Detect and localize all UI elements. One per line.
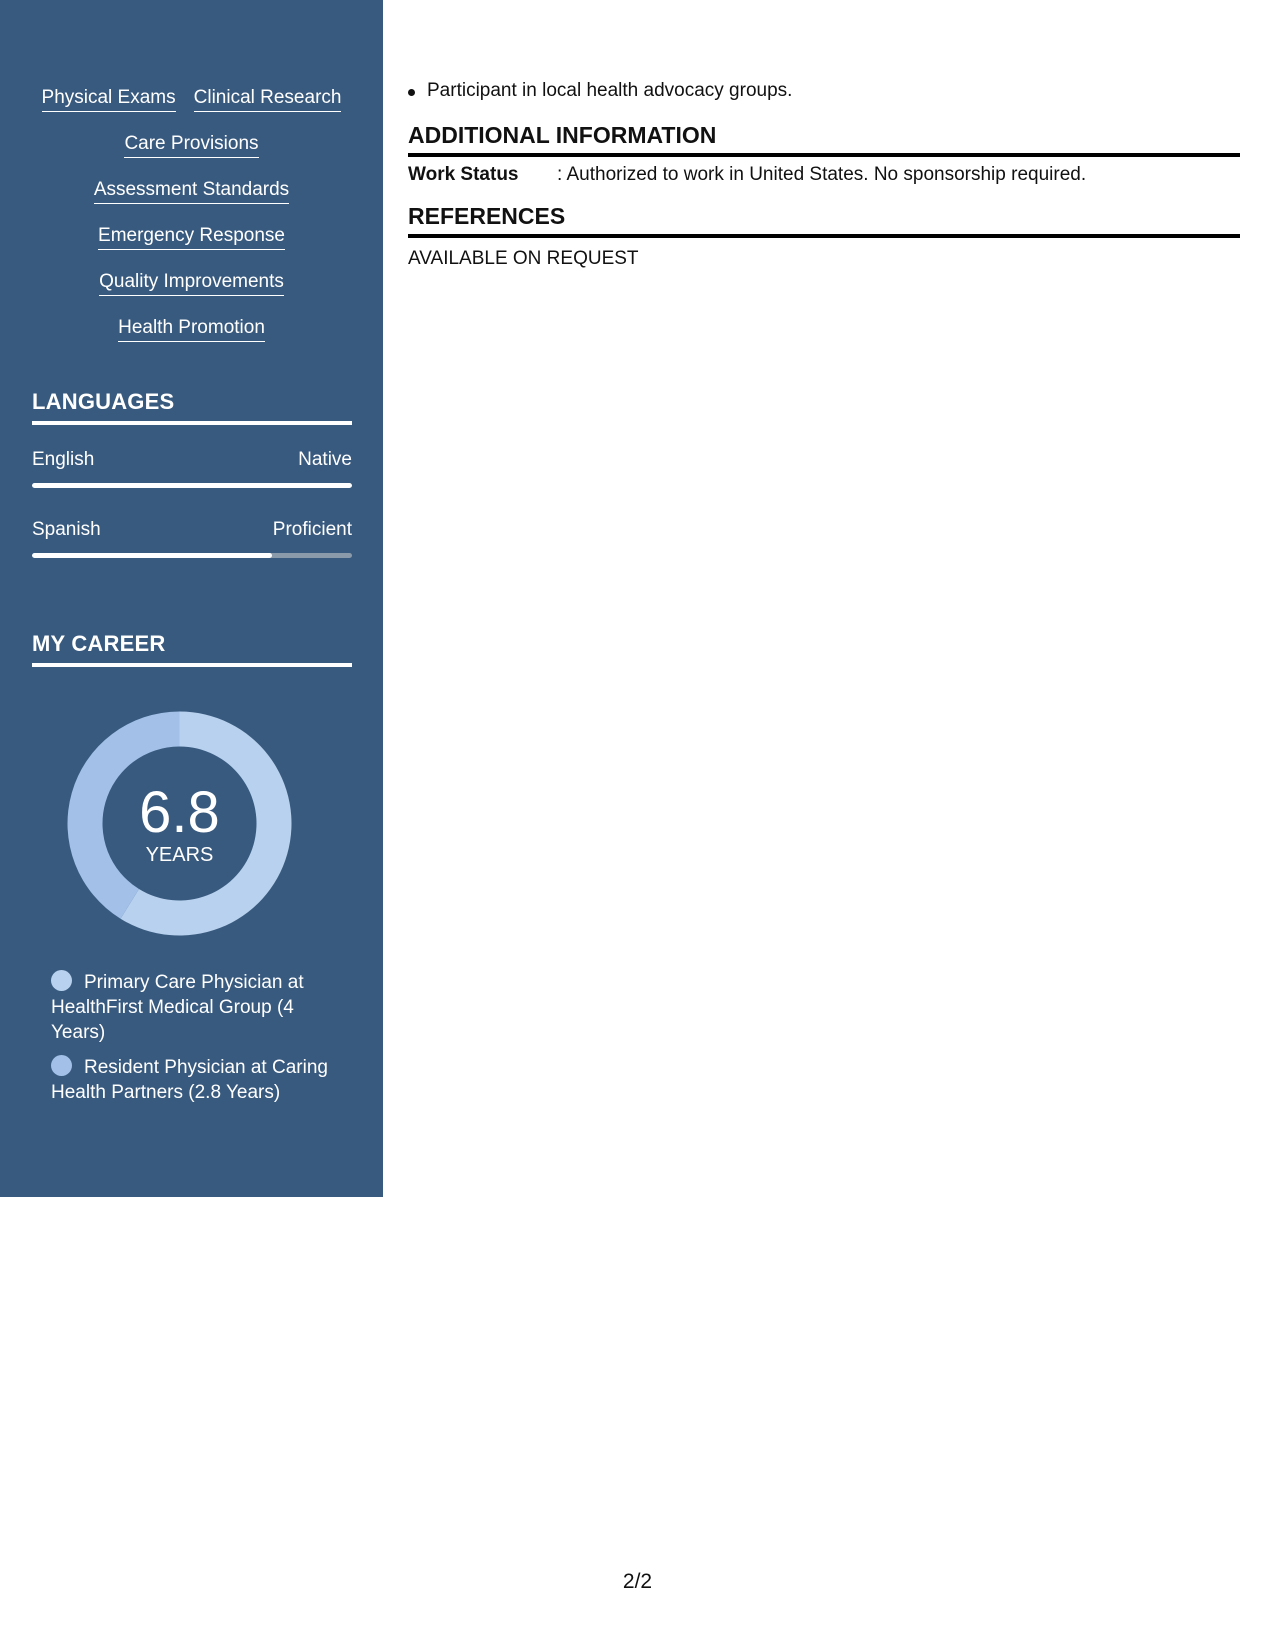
career-heading: MY CAREER: [32, 631, 352, 667]
language-english: [32, 448, 352, 488]
skills-list: [0, 86, 383, 362]
skill-tag[interactable]: Assessment Standards: [94, 178, 289, 204]
skill-tag[interactable]: Clinical Research: [194, 86, 342, 112]
language-proficiency-fill: [32, 553, 272, 558]
bullet-list: [408, 78, 792, 104]
references-text: AVAILABLE ON REQUEST: [408, 248, 639, 269]
career-total-value: 6.8: [139, 780, 220, 845]
career-legend-label: Primary Care Physician at HealthFirst Medical Group (4 Years): [51, 972, 304, 1043]
list-item: Participant in local health advocacy groups.: [408, 78, 792, 104]
skill-tag[interactable]: Quality Improvements: [99, 270, 284, 296]
language-proficiency-fill: [32, 483, 352, 488]
career-legend-item: [51, 970, 341, 1045]
skill-tag[interactable]: Care Provisions: [124, 132, 258, 158]
language-level: Native: [298, 449, 352, 470]
skill-tag[interactable]: Health Promotion: [118, 316, 265, 342]
legend-dot-icon: [51, 1055, 72, 1076]
language-proficiency-bar: [32, 553, 352, 558]
language-name: English: [32, 449, 95, 470]
career-donut-chart: [67, 711, 292, 936]
sidebar: [0, 0, 383, 1197]
skill-tag[interactable]: Physical Exams: [42, 86, 176, 112]
language-proficiency-bar: [32, 483, 352, 488]
skill-tag[interactable]: Emergency Response: [98, 224, 285, 250]
work-status-row: [408, 163, 1086, 187]
work-status-label: Work Status: [408, 164, 519, 185]
references-heading: REFERENCES: [408, 203, 1240, 238]
language-name: Spanish: [32, 519, 101, 540]
career-legend-item: [51, 1055, 341, 1105]
work-status-value: : Authorized to work in United States. No sponsorship required.: [557, 164, 1087, 185]
language-spanish: [32, 518, 352, 558]
page-number: 2/2: [622, 1570, 653, 1593]
career-total-unit: YEARS: [145, 844, 214, 866]
additional-information-heading: ADDITIONAL INFORMATION: [408, 122, 1240, 157]
legend-dot-icon: [51, 970, 72, 991]
career-legend-label: Resident Physician at Caring Health Partners (2.8 Years): [51, 1057, 328, 1103]
language-level: Proficient: [272, 519, 352, 540]
career-legend: [51, 970, 341, 1115]
languages-heading: LANGUAGES: [32, 389, 352, 425]
